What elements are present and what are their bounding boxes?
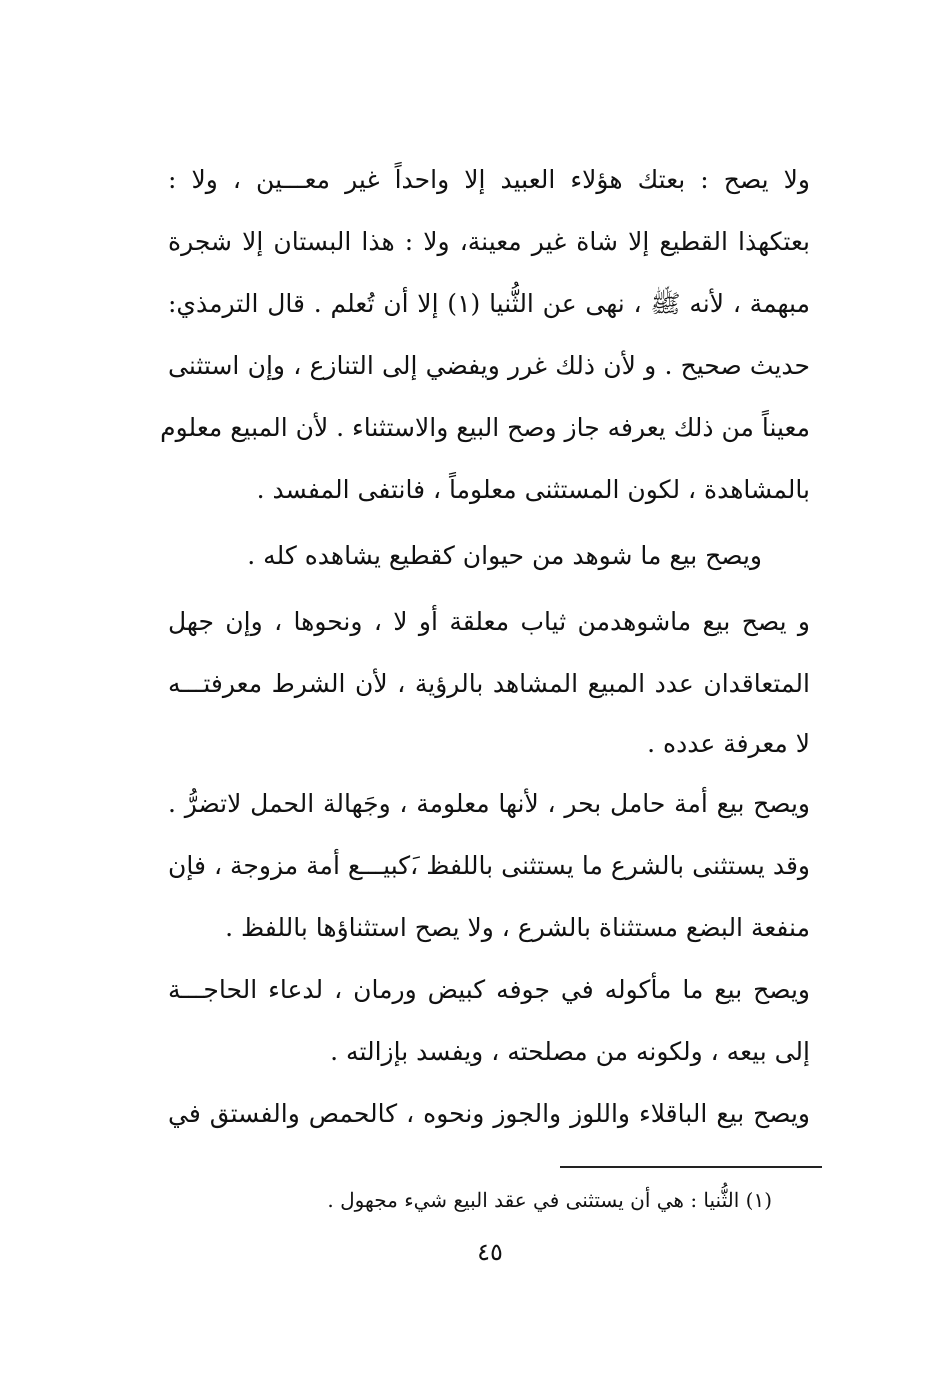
footnote: (١) الثُّنيا : هي أن يستثنى في عقد البيع شيء مجهول .: [327, 1188, 772, 1212]
body-line-14: ويصح بيع ما مأكوله في جوفه كبيض ورمان ، لدعاء الحاجـــة: [168, 975, 810, 1004]
body-line-3: مبهمة ، لأنه ﷺ ، نهى عن الثُّنيا (١) إلا أن تُعلم . قال الترمذي:: [168, 289, 810, 318]
body-line-1: ولا يصح : بعتك هؤلاء العبيد إلا واحداً غير معـــين ، ولا :: [168, 165, 810, 194]
body-line-5: معيناً من ذلك يعرفه جاز وصح البيع والاستثناء . لأن المبيع معلوم: [160, 413, 810, 442]
body-line-11: ويصح بيع أمة حامل بحر ، لأنها معلومة ، وجَهالة الحمل لاتضرُّ .: [168, 789, 810, 818]
body-line-16: ويصح بيع الباقلاء واللوز والجوز ونحوه ، كالحمص والفستق في: [168, 1099, 810, 1128]
body-line-9: المتعاقدان عدد المبيع المشاهد بالرؤية ، لأن الشرط معرفتـــه: [168, 669, 810, 698]
body-line-12: وقد يستثنى بالشرع ما يستثنى باللفظ ،َكبيـــع أمة مزوجة ، فإن: [168, 851, 810, 880]
body-line-6: بالمشاهدة ، لكون المستثنى معلوماً ، فانتفى المفسد .: [256, 475, 810, 504]
body-line-4: حديث صحيح . و لأن ذلك غرر ويفضي إلى التنازع ، وإن استثنى: [168, 351, 810, 380]
body-line-8: و يصح بيع ماشوهدمن ثياب معلقة أو لا ، ونحوها ، وإن جهل: [168, 607, 810, 636]
body-line-2: بعتكهذا القطيع إلا شاة غير معينة، ولا : هذا البستان إلا شجرة: [168, 227, 810, 256]
page-number: ٤٥: [477, 1238, 503, 1266]
body-line-10: لا معرفة عدده .: [647, 729, 810, 758]
body-line-7: ويصح بيع ما شوهد من حيوان كقطيع يشاهده كله .: [247, 541, 762, 570]
footnote-divider: [560, 1166, 822, 1168]
body-line-13: منفعة البضع مستثناة بالشرع ، ولا يصح استثناؤها باللفظ .: [225, 913, 810, 942]
body-line-15: إلى بيعه ، ولكونه من مصلحته ، ويفسد بإزالته .: [330, 1037, 810, 1066]
